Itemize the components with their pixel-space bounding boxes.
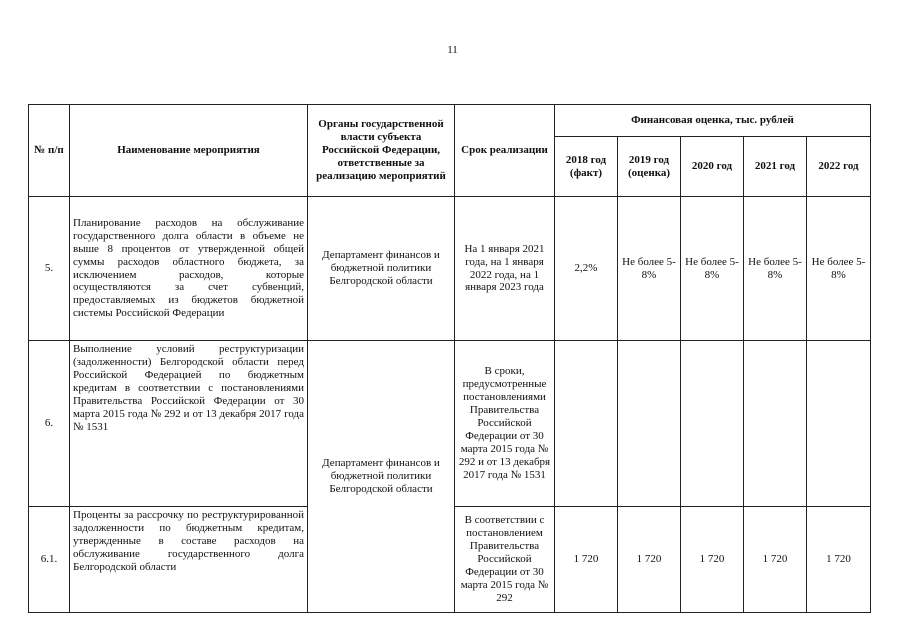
table-row: [29, 197, 871, 341]
col-fin-header: Финансовая оценка, тыс. рублей: [555, 105, 871, 137]
value-cell: Не более 5-8%: [744, 197, 807, 341]
col-org-header: Органы государственной власти субъекта Российской Федерации, ответственные за реализацию мероприятий: [308, 105, 455, 197]
measure-name: Проценты за рассрочку по реструктурированной задолженности по бюджетным кредитам, утвержденные в составе расходов на обслуживание государственного долга Белгородской области: [70, 507, 308, 613]
term: В соответствии с постановлением Правительства Российской Федерации от 30 марта 2015 года № 292: [455, 507, 555, 613]
col-no-header: № п/п: [29, 105, 70, 197]
year-header: 2022 год: [807, 137, 871, 197]
responsible-org: Департамент финансов и бюджетной политики Белгородской области: [308, 341, 455, 613]
value-cell: 1 720: [744, 507, 807, 613]
col-name-header: Наименование мероприятия: [70, 105, 308, 197]
value-cell: 1 720: [807, 507, 871, 613]
value-cell: 1 720: [618, 507, 681, 613]
row-number: 5.: [29, 197, 70, 341]
value-cell: [681, 341, 744, 507]
term: На 1 января 2021 года, на 1 января 2022 года, на 1 января 2023 года: [455, 197, 555, 341]
value-cell: [744, 341, 807, 507]
page-number: 11: [447, 44, 458, 56]
responsible-org: Департамент финансов и бюджетной политики Белгородской области: [308, 197, 455, 341]
row-number: 6.: [29, 341, 70, 507]
value-cell: Не более 5-8%: [807, 197, 871, 341]
value-cell: 2,2%: [555, 197, 618, 341]
measure-name: Планирование расходов на обслуживание государственного долга области в объеме не выше 8 процентов от утвержденной общей суммы расходов областного бюджета, за исключением расходов, которые осуществляются за счет субвенций, предоставляемых из бюджетов бюджетной системы Российской Федерации: [70, 197, 308, 341]
measures-table: [28, 104, 871, 613]
value-cell: 1 720: [555, 507, 618, 613]
col-term-header: Срок реализации: [455, 105, 555, 197]
value-cell: Не более 5-8%: [618, 197, 681, 341]
value-cell: [618, 341, 681, 507]
row-number: 6.1.: [29, 507, 70, 613]
year-header: 2021 год: [744, 137, 807, 197]
header-row-1: [29, 105, 871, 137]
value-cell: Не более 5-8%: [681, 197, 744, 341]
year-header: 2018 год (факт): [555, 137, 618, 197]
table-row: [29, 341, 871, 507]
year-header: 2019 год (оценка): [618, 137, 681, 197]
value-cell: [555, 341, 618, 507]
measure-name: Выполнение условий реструктуризации (задолженности) Белгородской области перед Российской Федерацией по бюджетным кредитам в соответствии с постановлениями Правительства Российской Федерации от 30 марта 2015 года № 292 и от 13 декабря 2017 года № 1531: [70, 341, 308, 507]
year-header: 2020 год: [681, 137, 744, 197]
term: В сроки, предусмотренные постановлениями Правительства Российской Федерации от 30 марта 2015 года № 292 и от 13 декабря 2017 года № 1531: [455, 341, 555, 507]
value-cell: 1 720: [681, 507, 744, 613]
value-cell: [807, 341, 871, 507]
